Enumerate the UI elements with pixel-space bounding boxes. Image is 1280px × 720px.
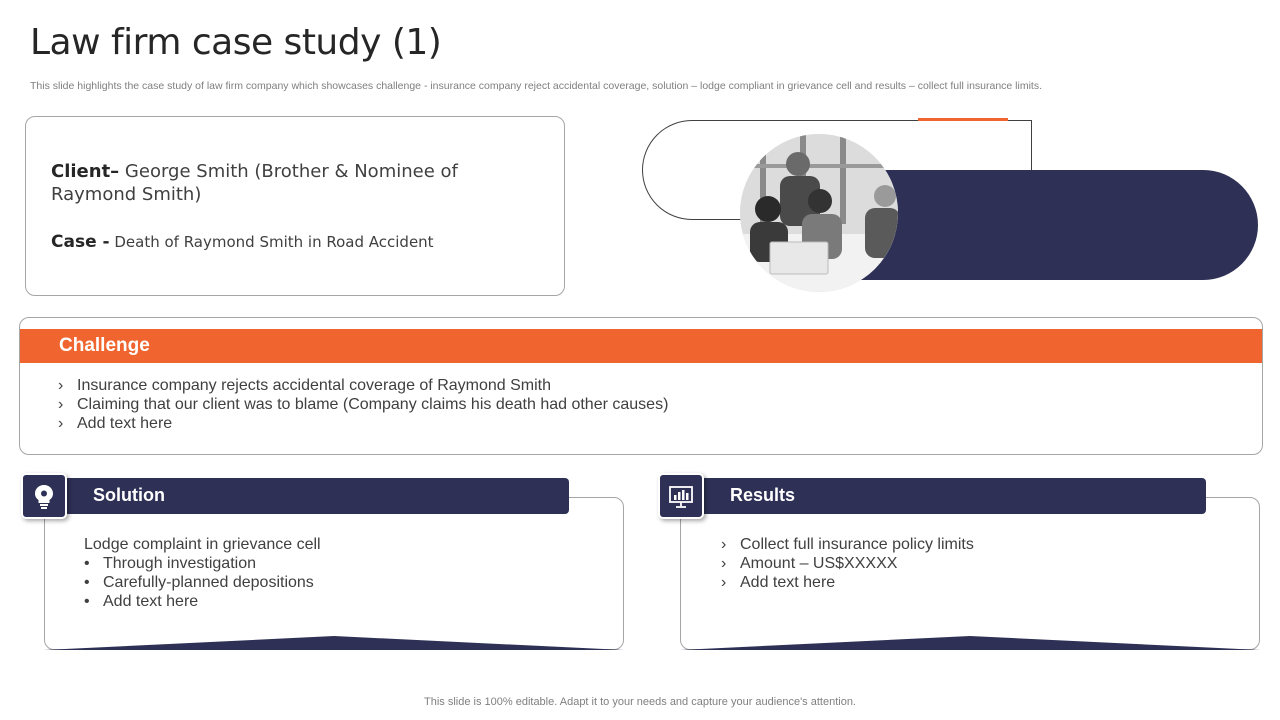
results-header-bar	[658, 478, 1206, 514]
page-subtitle: This slide highlights the case study of law firm company which showcases challenge - insurance company reject accidental coverage, solution – lodge compliant in grievance cell and results – collect full insurance limits.	[30, 80, 1043, 92]
case-label: Case -	[51, 232, 110, 252]
solution-lead: Lodge complaint in grievance cell	[84, 536, 321, 553]
list-item: • Add text here	[84, 592, 321, 611]
challenge-card	[19, 317, 1263, 455]
challenge-title: Challenge	[59, 335, 150, 356]
solution-list	[84, 535, 321, 611]
list-item: › Add text here	[721, 573, 974, 592]
team-photo	[740, 134, 898, 292]
list-item: › Collect full insurance policy limits	[721, 535, 974, 554]
challenge-list	[58, 376, 668, 433]
list-item: • Through investigation	[84, 554, 321, 573]
solution-title: Solution	[93, 485, 165, 505]
deco-navy-pill	[840, 170, 1258, 280]
case-line	[51, 232, 434, 252]
list-item: › Claiming that our client was to blame (Company claims his death had other causes)	[58, 395, 668, 414]
deco-orange-accent	[918, 118, 1008, 121]
results-base-shape	[680, 636, 1260, 650]
case-value: Death of Raymond Smith in Road Accident	[114, 233, 434, 251]
client-label: Client–	[51, 161, 120, 182]
results-list	[721, 535, 974, 592]
footer-note: This slide is 100% editable. Adapt it to your needs and capture your audience's attention.	[424, 696, 856, 708]
decorative-header-graphic	[640, 118, 1260, 298]
client-line	[51, 160, 521, 206]
presentation-chart-icon	[658, 473, 704, 519]
lightbulb-gear-icon	[21, 473, 67, 519]
solution-header-bar	[21, 478, 569, 514]
client-case-card	[25, 116, 565, 296]
page-title: Law firm case study (1)	[30, 22, 442, 63]
results-title: Results	[730, 485, 796, 505]
list-item: › Insurance company rejects accidental coverage of Raymond Smith	[58, 376, 668, 395]
solution-base-shape	[44, 636, 624, 650]
client-value: George Smith (Brother & Nominee of Raymond Smith)	[51, 161, 458, 205]
challenge-header-bar	[20, 329, 1262, 363]
list-item: › Amount – US$XXXXX	[721, 554, 974, 573]
list-item: › Add text here	[58, 414, 668, 433]
list-item: • Carefully-planned depositions	[84, 573, 321, 592]
